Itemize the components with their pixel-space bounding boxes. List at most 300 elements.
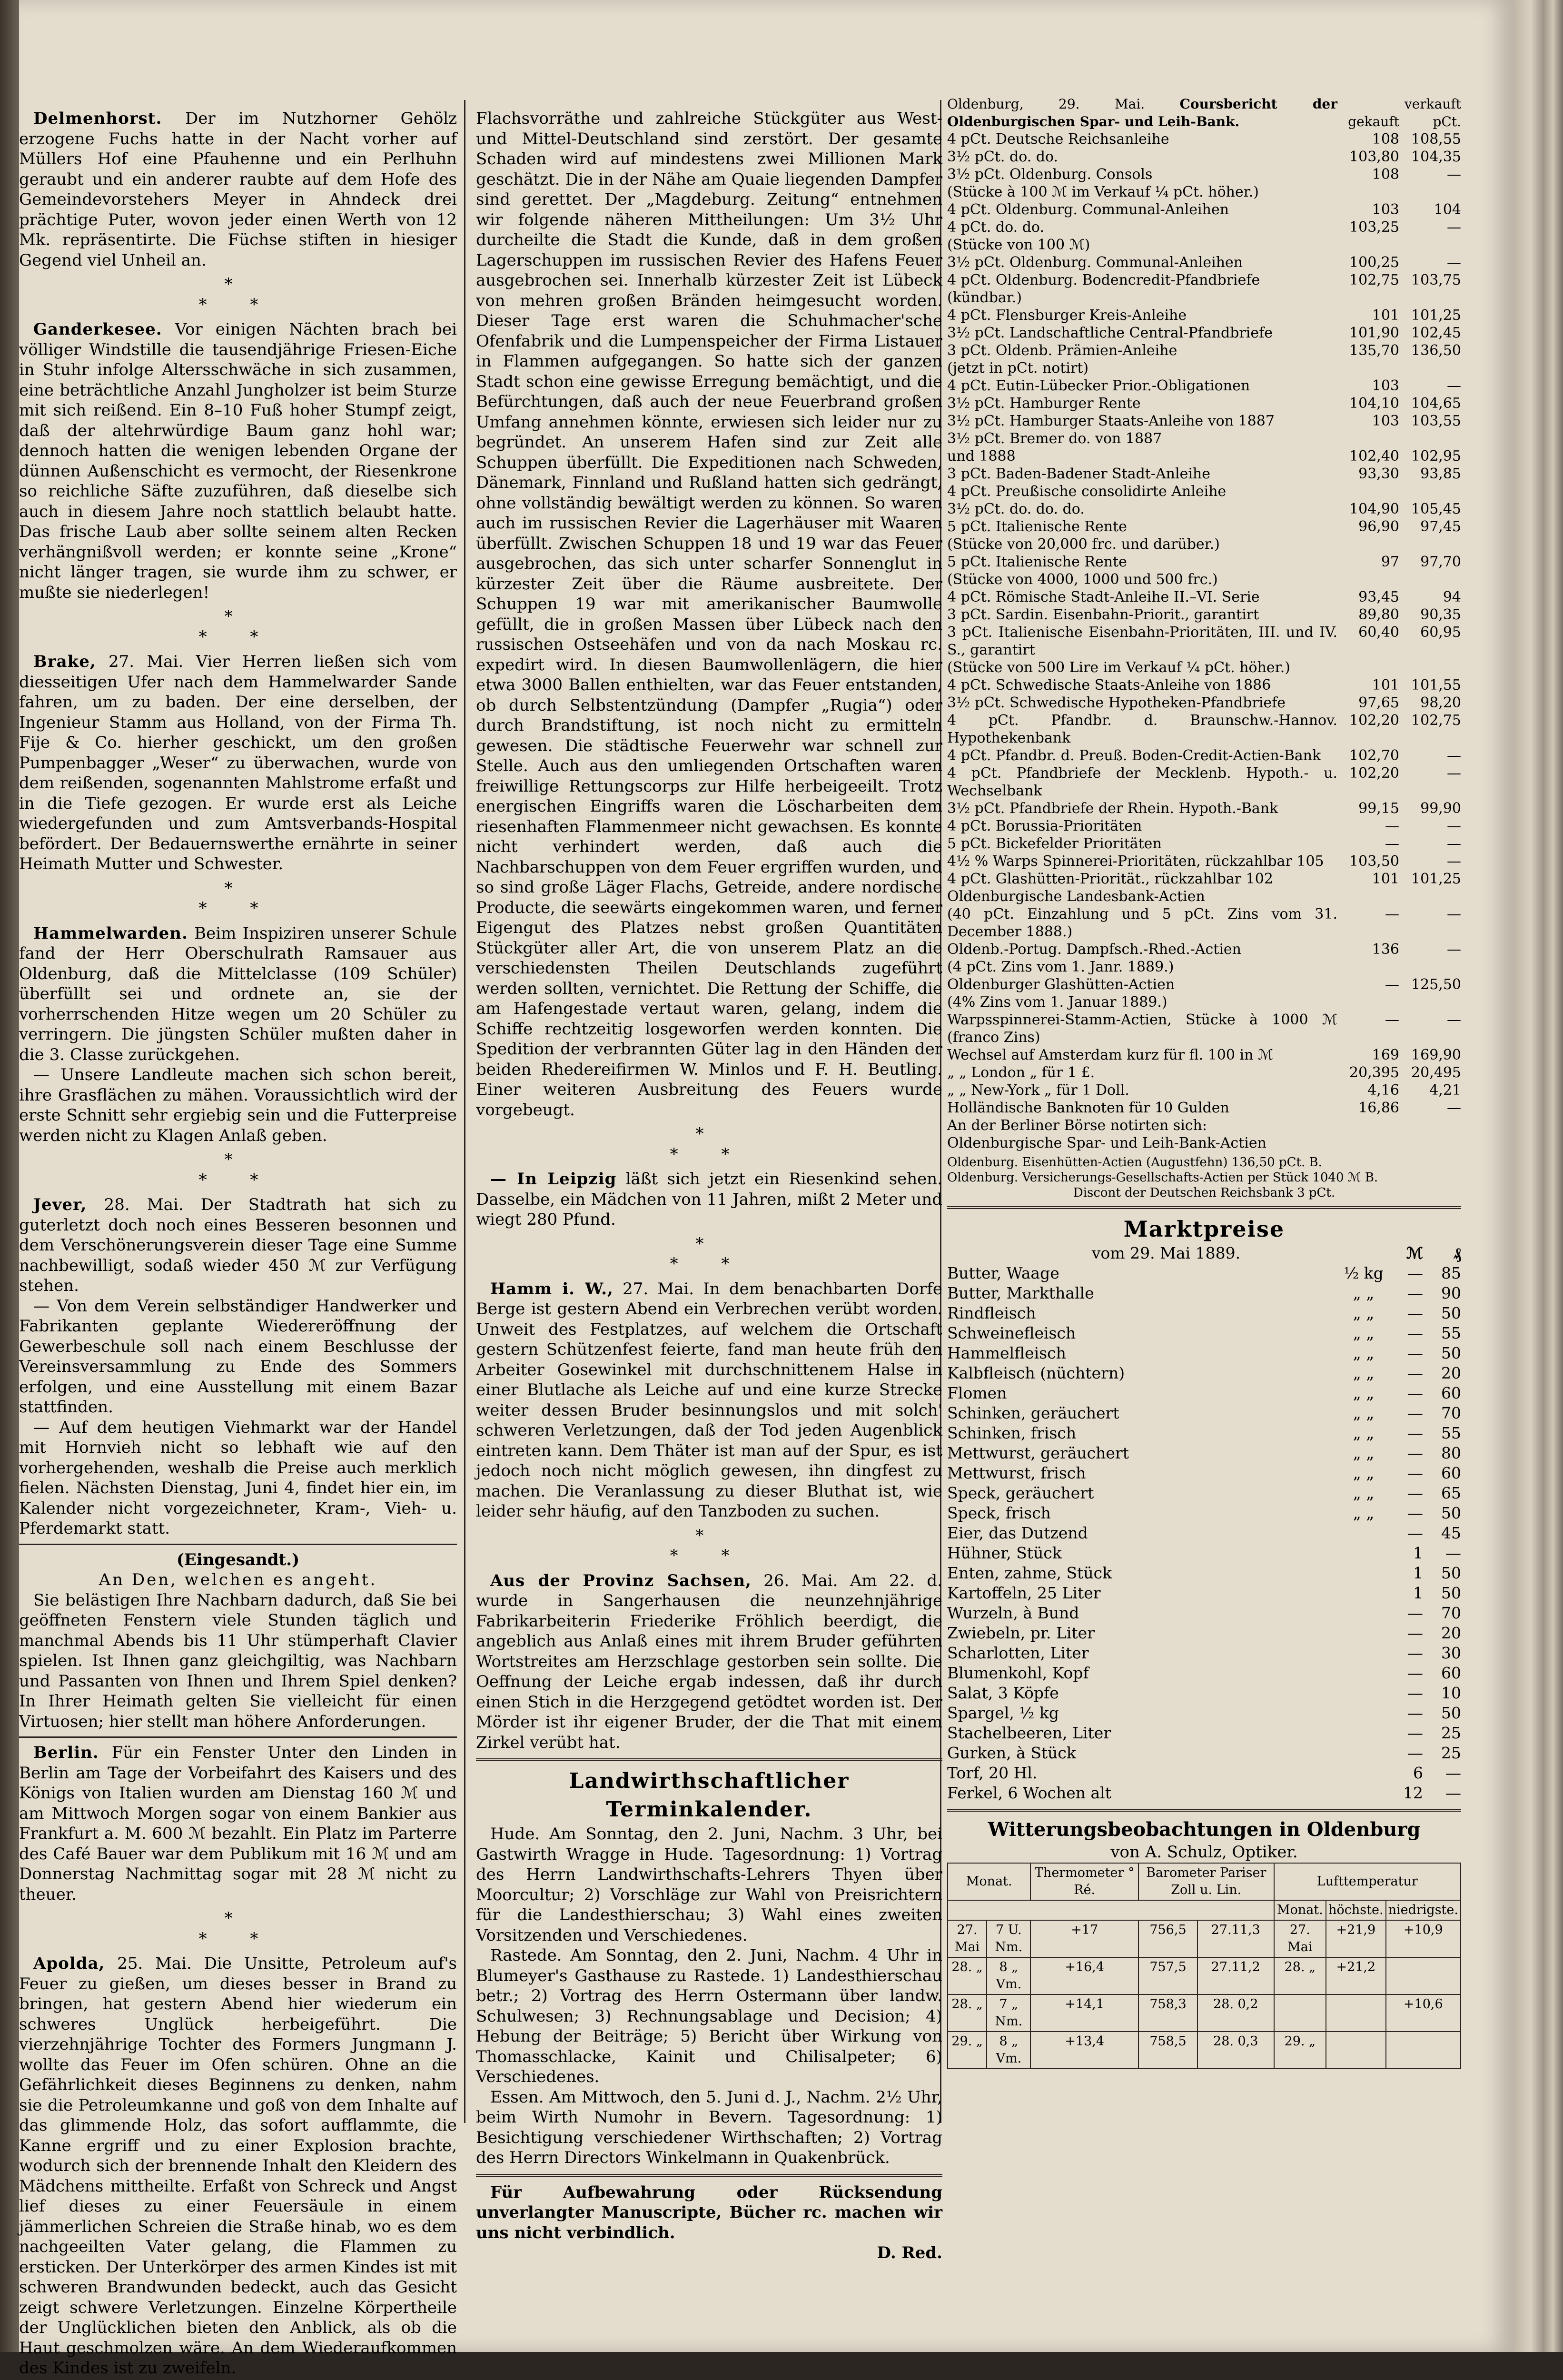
course-sold (1399, 430, 1461, 447)
article-hammelwarden (19, 923, 457, 1146)
course-name: 4 pCt. Preußische consolidirte Anleihe (947, 483, 1227, 500)
course-bought: 104,90 (1349, 501, 1399, 517)
weather-cell (1386, 1957, 1461, 1994)
course-name: und 1888 (947, 448, 1016, 465)
market-unit (1342, 1543, 1385, 1563)
weather-cell: +10,6 (1386, 1994, 1461, 2032)
course-bought (1337, 993, 1399, 1011)
article-heading: (Eingesandt.) (176, 1550, 300, 1569)
course-row (947, 359, 1461, 377)
divider (947, 1206, 1461, 1209)
course-name: (4 pCt. Zins vom 1. Janr. 1889.) (947, 959, 1174, 975)
weather-row (948, 2032, 1461, 2069)
course-name: 4 pCt. Deutsche Reichsanleihe (947, 131, 1169, 148)
course-row (947, 395, 1461, 412)
weather-cell (1274, 1994, 1326, 2032)
course-sold: 103,75 (1411, 272, 1461, 288)
market-row (947, 1263, 1461, 1283)
course-row (947, 712, 1461, 747)
course-row (947, 183, 1461, 201)
course-name: (Stücke von 500 Lire im Verkauf ¼ pCt. höher.) (947, 659, 1290, 676)
course-row (947, 747, 1461, 764)
course-sold (1399, 958, 1461, 976)
course-name: „ „ New-York „ für 1 Doll. (947, 1082, 1129, 1099)
market-item: Eier, das Dutzend (947, 1524, 1088, 1542)
article-eingesandt (19, 1550, 457, 1732)
course-name: Holländische Banknoten für 10 Gulden (947, 1100, 1229, 1116)
market-item: Hammelfleisch (947, 1344, 1066, 1362)
course-name: 4 pCt. Römische Stadt-Anleihe II.–VI. Serie (947, 589, 1260, 605)
course-bought: 102,70 (1349, 747, 1399, 764)
course-sold: — (1447, 254, 1461, 271)
article-body: Die Unsitte, Petroleum auf's Feuer zu gießen, um dieses besser in Brand zu bringen, hat gestern Abend hier wiederum ein schweres Unglück herbeigeführt. Die vierzehnjährige Tochter des Formers Jungmann J. wollte das Feuer im Ofen schüren. Ohne an die Gefährlichkeit dieses Beginnens zu denken, nahm sie die Petroleumkanne und goß von dem Inhalte auf das glimmende Holz, das sofort aufflammte, die Kanne ergriff und zu einer Explosion brachte, wodurch sich der brennende Inhalt den Kleidern des Mädchens mittheilte. Erfaßt von Schreck und Angst lief dieses zu einer Feuersäule in einem jämmerlichen Schreien die Straße hinab, wo es dem nachgeeilten Vater gelang, die Flammen zu ersticken. Der Unterkörper des armen Kindes ist mit schweren Brandwunden bedeckt, auch das Gesicht zeigt schwere Verletzungen. Einzelne Körpertheile der Unglücklichen bieten den Anblick, als ob die Haut geschmolzen wäre. An dem Wiederaufkommen des Kindes ist zu zweifeln. (19, 1954, 457, 2378)
course-sold (1399, 236, 1461, 254)
article-heading: Jever, (33, 1195, 87, 1214)
market-item: Gurken, à Stück (947, 1744, 1076, 1762)
market-row (947, 1523, 1461, 1543)
course-sold: — (1447, 377, 1461, 394)
article-brake (19, 652, 457, 874)
article-heading: Hamm i. W., (490, 1279, 613, 1299)
course-header (947, 95, 1461, 130)
article-heading: Brake, (33, 652, 96, 671)
article-leipzig (476, 1169, 942, 1230)
course-row (947, 905, 1461, 941)
course-row (947, 377, 1461, 395)
course-sold (1399, 289, 1461, 307)
course-name: (kündbar.) (947, 289, 1022, 306)
market-table (947, 1263, 1461, 1803)
course-sold (1399, 571, 1461, 588)
market-pfennig: 20 (1441, 1624, 1461, 1642)
market-pfennig: 25 (1441, 1744, 1461, 1762)
separator: * * * (670, 1526, 749, 1565)
course-bought: 102,40 (1349, 448, 1399, 465)
course-name: (Stücke von 100 ℳ) (947, 237, 1090, 253)
market-item: Schinken, geräuchert (947, 1404, 1119, 1422)
course-sold: — (1447, 835, 1461, 852)
market-pfennig: — (1445, 1544, 1461, 1562)
weather-cell: 27.11,3 (1197, 1920, 1274, 1957)
market-pfennig: 65 (1441, 1484, 1461, 1502)
weather-cell: 29. „ (1274, 2032, 1326, 2069)
course-sold: 102,75 (1411, 712, 1461, 729)
market-item: Stachelbeeren, Liter (947, 1724, 1111, 1742)
course-sold: 97,45 (1420, 518, 1461, 535)
divider (19, 1544, 457, 1545)
marktpreise (947, 1215, 1461, 1803)
weather-cell: 756,5 (1138, 1920, 1197, 1957)
notice-signature: D. Red. (877, 2243, 942, 2262)
article-hamm (476, 1279, 942, 1522)
market-pfennig: 50 (1441, 1344, 1461, 1362)
course-sold: 90,35 (1420, 606, 1461, 623)
course-row (947, 324, 1461, 342)
market-item: Scharlotten, Liter (947, 1644, 1089, 1662)
market-pfennig: 55 (1441, 1424, 1461, 1442)
market-mark: 1 (1413, 1544, 1423, 1562)
market-item: Zwiebeln, pr. Liter (947, 1624, 1095, 1642)
divider (19, 1736, 457, 1738)
market-unit (1342, 1603, 1385, 1623)
course-bought: 103,50 (1349, 853, 1399, 870)
course-sold: 136,50 (1411, 342, 1461, 359)
market-row (947, 1583, 1461, 1603)
market-unit: „ „ (1353, 1504, 1375, 1522)
coursbericht (947, 95, 1461, 1200)
course-bought: — (1385, 1012, 1399, 1028)
market-row (947, 1323, 1461, 1343)
article-heading: Berlin. (33, 1743, 99, 1762)
course-sold: 105,45 (1411, 501, 1461, 517)
market-mark: — (1407, 1724, 1423, 1742)
course-sold: 102,95 (1411, 448, 1461, 465)
course-sold: 101,25 (1411, 307, 1461, 324)
article-date: 27. Mai. (109, 652, 184, 671)
market-row (947, 1363, 1461, 1383)
course-row (947, 835, 1461, 853)
weather-cell: +14,1 (1030, 1994, 1138, 2032)
course-name: 3½ pCt. Bremer do. von 1887 (947, 430, 1162, 447)
market-item: Hühner, Stück (947, 1544, 1062, 1562)
market-mark: — (1407, 1384, 1423, 1402)
market-row (947, 1743, 1461, 1763)
course-row (947, 500, 1461, 518)
course-sold (1399, 659, 1461, 676)
course-row (947, 976, 1461, 993)
weather-cell: 28. „ (948, 1957, 987, 1994)
course-bought: 60,40 (1358, 624, 1399, 641)
article-heading: Hammelwarden. (33, 923, 188, 943)
market-mark: — (1407, 1344, 1423, 1362)
course-row (947, 659, 1461, 676)
course-row (947, 764, 1461, 800)
market-mark: 6 (1413, 1764, 1423, 1782)
section-title: Landwirthschaftlicher Terminkalender. (569, 1769, 850, 1822)
market-unit (1342, 1783, 1385, 1803)
weather-row (948, 1920, 1461, 1957)
market-pfennig: 90 (1441, 1284, 1461, 1302)
course-name: 4 pCt. Oldenburg. Communal-Anleihen (947, 201, 1229, 218)
course-name: 3½ pCt. do. do. do. (947, 501, 1085, 517)
market-pfennig: 30 (1441, 1644, 1461, 1662)
weather-row (948, 1994, 1461, 2032)
market-item: Enten, zahme, Stück (947, 1564, 1112, 1582)
course-bought: 93,30 (1358, 466, 1399, 482)
course-bought: 101,90 (1349, 325, 1399, 341)
column-rule (464, 100, 465, 2123)
market-item: Speck, geräuchert (947, 1484, 1094, 1502)
market-item: Wurzeln, à Bund (947, 1604, 1079, 1622)
article-heading: Ganderkesee. (33, 320, 162, 339)
market-mark: — (1407, 1664, 1423, 1682)
course-name: 4 pCt. Borussia-Prioritäten (947, 818, 1142, 834)
wx-head-thermo: Thermometer ° Ré. (1030, 1863, 1138, 1900)
market-row (947, 1703, 1461, 1723)
market-mark: — (1407, 1704, 1423, 1722)
discount-rate: Discont der Deutschen Reichsbank 3 pCt. (1073, 1186, 1335, 1200)
editorial-notice (476, 2182, 942, 2263)
course-name: (Stücke von 4000, 1000 und 500 frc.) (947, 571, 1218, 588)
course-sold: — (1447, 765, 1461, 782)
weather-cell (1326, 2032, 1385, 2069)
market-item: Salat, 3 Köpfe (947, 1684, 1059, 1702)
course-row (947, 941, 1461, 958)
course-sold: 20,495 (1411, 1064, 1461, 1081)
course-bought: — (1385, 818, 1399, 834)
weather-cell: 7 U. Nm. (987, 1920, 1030, 1957)
course-row (947, 958, 1461, 976)
course-bought: 4,16 (1367, 1082, 1399, 1099)
course-row (947, 1081, 1461, 1099)
course-row (947, 553, 1461, 571)
market-row (947, 1643, 1461, 1663)
course-row (947, 1099, 1461, 1117)
market-mark: — (1407, 1424, 1423, 1442)
course-sold: — (1447, 1012, 1461, 1028)
market-unit (1342, 1583, 1385, 1603)
article-date: 28. Mai. (104, 1195, 184, 1214)
market-mark: — (1407, 1604, 1423, 1622)
market-row (947, 1283, 1461, 1303)
course-bought: 103 (1372, 377, 1399, 394)
course-row (947, 148, 1461, 166)
course-bought: 101 (1372, 307, 1399, 324)
course-bought: 102,75 (1349, 272, 1399, 288)
article-date: 25. Mai. (117, 1954, 192, 1973)
course-row (947, 412, 1461, 430)
course-row (947, 1134, 1461, 1152)
course-row (947, 130, 1461, 148)
weather-cell: 28. „ (1274, 1957, 1326, 1994)
article-heading: Delmenhorst. (33, 109, 162, 128)
article-body: — Auf dem heutigen Viehmarkt war der Handel mit Hornvieh nicht so lebhaft wie auf den vorhergehenden, weshalb die Preise auch merklich fielen. Nächsten Dienstag, Juni 4, findet hier ein, im Kalender nicht vorgezeichneter, Kram-, Vieh- u. Pferdemarkt statt. (19, 1418, 457, 1538)
market-pfennig: 70 (1441, 1604, 1461, 1622)
article-berlin (19, 1743, 457, 1904)
course-row (947, 518, 1461, 536)
market-mark: — (1407, 1284, 1423, 1302)
article-body: Der im Nutzhorner Gehölz erzogene Fuchs hatte in der Nacht vorher auf Müllers Hof eine Pfauhenne und ein Perlhuhn geraubt und ein anderer raubte auf dem Hofe des Gemeindevorstehers Meyer in Ahndeck drei prächtige Puter, wovon jeder einen Werth von 12 Mk. repräsentirte. Die Füchse stiften in hiesiger Gegend viel Unheil an. (19, 109, 457, 270)
course-sold: 101,25 (1411, 871, 1461, 887)
course-name: 4 pCt. do. do. (947, 219, 1044, 236)
article-heading: Apolda, (33, 1954, 105, 1973)
market-item: Mettwurst, frisch (947, 1464, 1086, 1482)
course-row (947, 571, 1461, 588)
market-pfennig: 50 (1441, 1304, 1461, 1322)
weather-cell: 8 „ Vm. (987, 2032, 1030, 2069)
course-row (947, 465, 1461, 483)
separator: * * * (198, 275, 277, 314)
article-body: Vor einigen Nächten brach bei völliger Windstille die tausendjährige Friesen-Eiche in Stuhr infolge Altersschwäche in sich zusammen, eine beträchtliche Anzahl Jungholzer ist beim Sturze mit sich reißend. Ein 8–10 Fuß hoher Stumpf zeigt, daß der altehrwürdige Baum ganz hohl war; dennoch hatten die wenigen lebenden Organe der dünnen Außenschicht es vermocht, der Riesenkrone so reichliche Säfte zuzuführen, daß dieselbe sich auch in diesem Jahre noch stattlich belaubt hatte. Das frische Laub aber sollte seinem alten Recken verhängnißvoll werden; er konnte seine „Krone“ nicht länger tragen, sie wurde ihm zu schwer, er mußte sie niederlegen! (19, 320, 457, 602)
article-body: In dem benachbarten Dorfe Berge ist gestern Abend ein Verbrechen verübt worden. Unweit des Festplatzes, auf welchem die Ortschaft gestern Schützenfest feierte, fand man heute früh den Arbeiter Gosewinkel mit durchschnittenem Halse in einer Blutlache als Leiche auf und eine kurze Strecke weiter dessen Bruder besinnungslos und mit solch' schweren Verletzungen, daß der Tod jeden Augenblick eintreten kann. Dem Thäter ist man auf der Spur, es ist jedoch noch nicht möglich gewesen, ihn dingfest zu machen. Die Veranlassung zu dieser Bluthat ist, wie leider sehr häufig, auf den Tanzboden zu suchen. (476, 1279, 942, 1521)
separator: * * * (198, 1909, 277, 1948)
market-pfennig: 50 (1441, 1564, 1461, 1582)
article-body: läßt sich jetzt ein Riesenkind sehen. Dasselbe, ein Mädchen von 11 Jahren, mißt 2 Meter und wiegt 280 Pfund. (476, 1170, 943, 1229)
weather-cell: 28. „ (948, 1994, 987, 2032)
course-bought: 93,45 (1358, 589, 1399, 605)
course-sold (1399, 888, 1461, 905)
course-row (947, 1117, 1461, 1134)
col-head-verkauft: verkauft (1404, 96, 1461, 112)
market-title: Marktpreise (1123, 1216, 1285, 1242)
course-name: 3 pCt. Baden-Badener Stadt-Anleihe (947, 466, 1210, 482)
article-body: Flachsvorräthe und zahlreiche Stückgüter aus West- und Mittel-Deutschland sind zerstört. Der gesamte Schaden wird auf mindestens zwei Millionen Mark geschätzt. Die in der Nähe am Quaie liegenden Dampfer sind gerettet. Der „Magdeburg. Zeitung“ entnehmen wir folgende näheren Mittheilungen: Um 3½ Uhr durcheilte die Stadt die Kunde, daß in dem großen Lagerschuppen im russischen Revier des Hafens Feuer ausgebrochen sei. Innerhalb kürzester Zeit ist Lübeck von mehren großen Bränden heimgesucht worden. Dieser Tage erst waren die Schuhmacher'sche Ofenfabrik und die Lumpenspeicher der Firma Listauer in Flammen aufgegangen. So hatte sich der ganzen Stadt schon eine gewisse Erregung bemächtigt, und die Befürchtungen, daß auch der neue Feuerbrand großen Umfang annehmen könnte, erwiesen sich leider nur zu begründet. An unserem Hafen sind zur Zeit alle Schuppen überfüllt. Die Expeditionen nach Schweden, Dänemark, Finnland und Rußland hatten sich gedrängt, ohne vollständig bewältigt werden zu können. So waren auch im russischen Revier die Lagerhäuser mit Waaren überfüllt. Zwischen Schuppen 18 und 19 war das Feuer ausgebrochen, das sich unter scharfer Sonnenglut in kürzester Zeit über die Räume ausbreitete. Der Schuppen 19 war mit amerikanischer Baumwolle gefüllt, die in großen Massen über Lübeck nach den russischen Ostseehäfen und von da nach Moskau rc. expedirt wird. In diesen Baumwollenlägern, die hier etwa 3000 Ballen enthielten, war das Feuer entstanden, ob durch Selbstentzündung (Dampfer „Rugia“) oder durch Brandstiftung, ist noch nicht zu ermitteln gewesen. Die städtische Feuerwehr war schnell zur Stelle. Auch aus den umliegenden Ortschaften waren freiwillige Rettungscorps zur Hilfe herbeigeeilt. Trotz energischen Eingriffs waren die Löscharbeiten dem riesenhaften Flammenmeer nicht gewachsen. Es konnte nicht verhindert werden, daß auch die Nachbarschuppen von dem Feuer ergriffen wurden, und so sind große Läger Flachs, Getreide, andere nordische Producte, die seewärts eingekommen waren, und ferner Eigengut des Platzes nebst großen Quantitäten Stückgüter aller Art, die von unserem Platz an die verschiedensten Theilen Deutschlands zugeführt werden sollten, vernichtet. Die Rettung der Schiffe, die am Hafengestade vertaut waren, gelang, indem die Schiffe rechtzeitig losgeworfen werden konnten. Die Spedition der verbrannten Güter lag in den Händen der beiden Rhedereifirmen W. Minlos und F. H. Beutling. Einer weiteren Ausbreitung des Feuers wurde vorgebeugt. (476, 109, 942, 1120)
article-body: Der Stadtrath hat sich zu guterletzt doch noch eines Besseren besonnen und dem Verschönerungsverein dieser Tage eine Summe nachbewilligt, sodaß wieder 450 ℳ zur Verfügung stehen. (19, 1195, 457, 1295)
article-body: Vier Herren ließen sich vom diesseitigen Ufer nach dem Hammelwarder Sande fahren, um zu baden. Der eine derselben, der Ingenieur Stamm aus Holland, von der Firma Th. Fije & Co. hierher geschickt, um den großen Pumpenbagger „Weser“ zu überwachen, wurde von dem reißenden, sogenannten Mahlstrome erfaßt und in die Tiefe gezogen. Er wurde erst als Leiche wiedergefunden und zum Amtsverbands-Hospital befördert. Der Bedauernswerthe ernährte in seiner Heimath Mutter und Schwester. (19, 652, 457, 873)
course-name: 3½ pCt. Oldenburg. Consols (947, 166, 1153, 183)
course-bought: 16,86 (1358, 1100, 1399, 1116)
course-name: 4 pCt. Eutin-Lübecker Prior.-Obligationen (947, 377, 1250, 394)
market-item: Speck, frisch (947, 1504, 1051, 1522)
course-name: 3½ pCt. Pfandbriefe der Rhein. Hypoth.-Bank (947, 800, 1278, 817)
market-pfennig: 45 (1441, 1524, 1461, 1542)
course-row (947, 817, 1461, 835)
course-bought: 89,80 (1358, 606, 1399, 623)
course-sold: — (1447, 219, 1461, 236)
course-bought: 103 (1372, 201, 1399, 218)
course-name: 3½ pCt. do. do. (947, 149, 1058, 165)
course-name: „ „ London „ für 1 £. (947, 1064, 1095, 1081)
course-bought: 108 (1372, 166, 1399, 183)
market-row (947, 1483, 1461, 1503)
course-name: Warpsspinnerei-Stamm-Actien, Stücke à 1000 ℳ (franco Zins) (947, 1012, 1337, 1046)
calendar-entry: Rastede. Am Sonntag, den 2. Juni, Nachm. 4 Uhr in Blumeyer's Gasthause zu Rastede. 1) Landesthierschau betr.; 2) Vortrag des Herrn Ostermann über landw. Schulwesen; 3) Rechnungsablage und Decision; 4) Hebung der Beiträge; 5) Bericht über Wirkung von Thomasschlacke, Kainit und Chilisalpeter; 6) Verschiedenes. (476, 1946, 942, 2086)
market-row (947, 1403, 1461, 1423)
market-unit (1342, 1563, 1385, 1583)
course-name: An der Berliner Börse notirten sich: (947, 1117, 1207, 1134)
column-2 (476, 109, 942, 2267)
course-bought (1337, 289, 1399, 307)
market-pfennig: 50 (1441, 1704, 1461, 1722)
course-row (947, 853, 1461, 870)
market-mark: — (1407, 1744, 1423, 1762)
course-bought: 97 (1381, 554, 1399, 570)
course-name: Oldenburger Glashütten-Actien (947, 976, 1175, 993)
weather-cell: 27. Mai (948, 1920, 987, 1957)
market-unit: „ „ (1353, 1364, 1375, 1382)
course-name: 4 pCt. Flensburger Kreis-Anleihe (947, 307, 1187, 324)
course-sold: 103,55 (1411, 413, 1461, 429)
terminkalender (476, 1767, 942, 2168)
weather-cell: +13,4 (1030, 2032, 1138, 2069)
market-item: Mettwurst, geräuchert (947, 1444, 1129, 1462)
course-name: 3 pCt. Oldenb. Prämien-Anleihe (947, 342, 1177, 359)
market-mark: — (1407, 1364, 1423, 1382)
course-row (947, 236, 1461, 254)
course-sold: — (1447, 1100, 1461, 1116)
course-sold (1399, 1134, 1461, 1152)
course-bought: 169 (1372, 1047, 1399, 1063)
course-name: 3½ pCt. Landschaftliche Central-Pfandbriefe (947, 325, 1273, 341)
market-pfennig: 70 (1441, 1404, 1461, 1422)
market-mark: — (1407, 1484, 1423, 1502)
course-sold: 102,45 (1411, 325, 1461, 341)
course-name: 3½ pCt. Hamburger Staats-Anleihe von 1887 (947, 413, 1275, 429)
course-bought: 136 (1372, 941, 1399, 958)
course-sold: 101,55 (1411, 677, 1461, 694)
market-item: Kalbfleisch (nüchtern) (947, 1364, 1125, 1382)
course-row (947, 1064, 1461, 1081)
market-pfennig: 55 (1441, 1324, 1461, 1342)
book-gutter (0, 0, 19, 2352)
market-mark: — (1407, 1504, 1423, 1522)
article-body: — Von dem Verein selbständiger Handwerker und Fabrikanten geplante Wiedereröffnung der Gewerbeschule soll nach einem Beschlusse der Vereinsversammlung zu Ende des Sommers erfolgen, und eine Ausstellung mit einem Bazar stattfinden. (19, 1296, 457, 1417)
wx-head-niedrigste: niedrigste. (1386, 1900, 1461, 1920)
course-bought: 101 (1372, 677, 1399, 694)
course-row (947, 166, 1461, 183)
market-row (947, 1443, 1461, 1463)
course-sold (1399, 483, 1461, 500)
market-item: Torf, 20 Hl. (947, 1764, 1038, 1782)
market-unit (1342, 1743, 1385, 1763)
wx-head-baro: Barometer Pariser Zoll u. Lin. (1138, 1863, 1274, 1900)
weather-cell: 7 „ Nm. (987, 1994, 1030, 2032)
market-unit: „ „ (1353, 1464, 1375, 1482)
market-unit: „ „ (1353, 1344, 1375, 1362)
market-header (947, 1243, 1461, 1263)
article-body: — Unsere Landleute machen sich schon bereit, ihre Grasflächen zu mähen. Voraussichtlich wird der erste Schnitt sehr ergiebig sein und die Futterpreise werden nicht zu Klagen Anlaß geben. (19, 1065, 457, 1145)
course-sold (1399, 536, 1461, 553)
market-pfennig: 25 (1441, 1724, 1461, 1742)
market-pfennig: 50 (1441, 1504, 1461, 1522)
course-bought: — (1385, 906, 1399, 922)
article-apolda (19, 1954, 457, 2379)
course-footer: Oldenburg. Versicherungs-Gesellschafts-Actien per Stück 1040 ℳ B. (947, 1170, 1378, 1185)
course-bought (1337, 571, 1399, 588)
market-pfennig: 60 (1441, 1664, 1461, 1682)
weather-row (948, 1957, 1461, 1994)
weather-cell: 8 „ Vm. (987, 1957, 1030, 1994)
course-bought (1337, 659, 1399, 676)
course-bought (1337, 1117, 1399, 1134)
wx-head-lufttemp: Lufttemperatur (1274, 1863, 1461, 1900)
market-row (947, 1343, 1461, 1363)
article-luebeck-continued (476, 109, 942, 1120)
market-unit: „ „ (1353, 1384, 1375, 1402)
weather-cell (1386, 2032, 1461, 2069)
course-sold: — (1447, 747, 1461, 764)
course-row (947, 993, 1461, 1011)
course-sold: 169,90 (1411, 1047, 1461, 1063)
market-item: Schinken, frisch (947, 1424, 1077, 1442)
market-mark: 1 (1413, 1584, 1423, 1602)
market-mark: — (1407, 1304, 1423, 1322)
article-ganderkesee (19, 319, 457, 603)
market-row (947, 1663, 1461, 1683)
course-bought (1337, 183, 1399, 201)
market-unit (1342, 1683, 1385, 1703)
course-name: (4% Zins vom 1. Januar 1889.) (947, 994, 1167, 1011)
course-sold: — (1447, 166, 1461, 183)
course-row (947, 447, 1461, 465)
market-mark: — (1407, 1444, 1423, 1462)
course-row (947, 430, 1461, 447)
col-head-unit: pCt. (1433, 114, 1461, 129)
course-name: Oldenburgische Spar- und Leih-Bank-Actien (947, 1135, 1266, 1151)
market-row (947, 1623, 1461, 1643)
course-row (947, 342, 1461, 359)
market-row (947, 1683, 1461, 1703)
course-bought (1337, 888, 1399, 905)
market-unit: „ „ (1353, 1304, 1375, 1322)
course-sold: 104,65 (1411, 395, 1461, 412)
course-name: 4 pCt. Glashütten-Priorität., rückzahlbar 102 (947, 871, 1273, 887)
market-unit (1342, 1663, 1385, 1683)
weather-cell: +17 (1030, 1920, 1138, 1957)
course-name: 4 pCt. Pfandbr. d. Preuß. Boden-Credit-Actien-Bank (947, 747, 1321, 764)
course-name: 3 pCt. Sardin. Eisenbahn-Priorit., garantirt (947, 606, 1259, 623)
market-mark: — (1407, 1524, 1423, 1542)
